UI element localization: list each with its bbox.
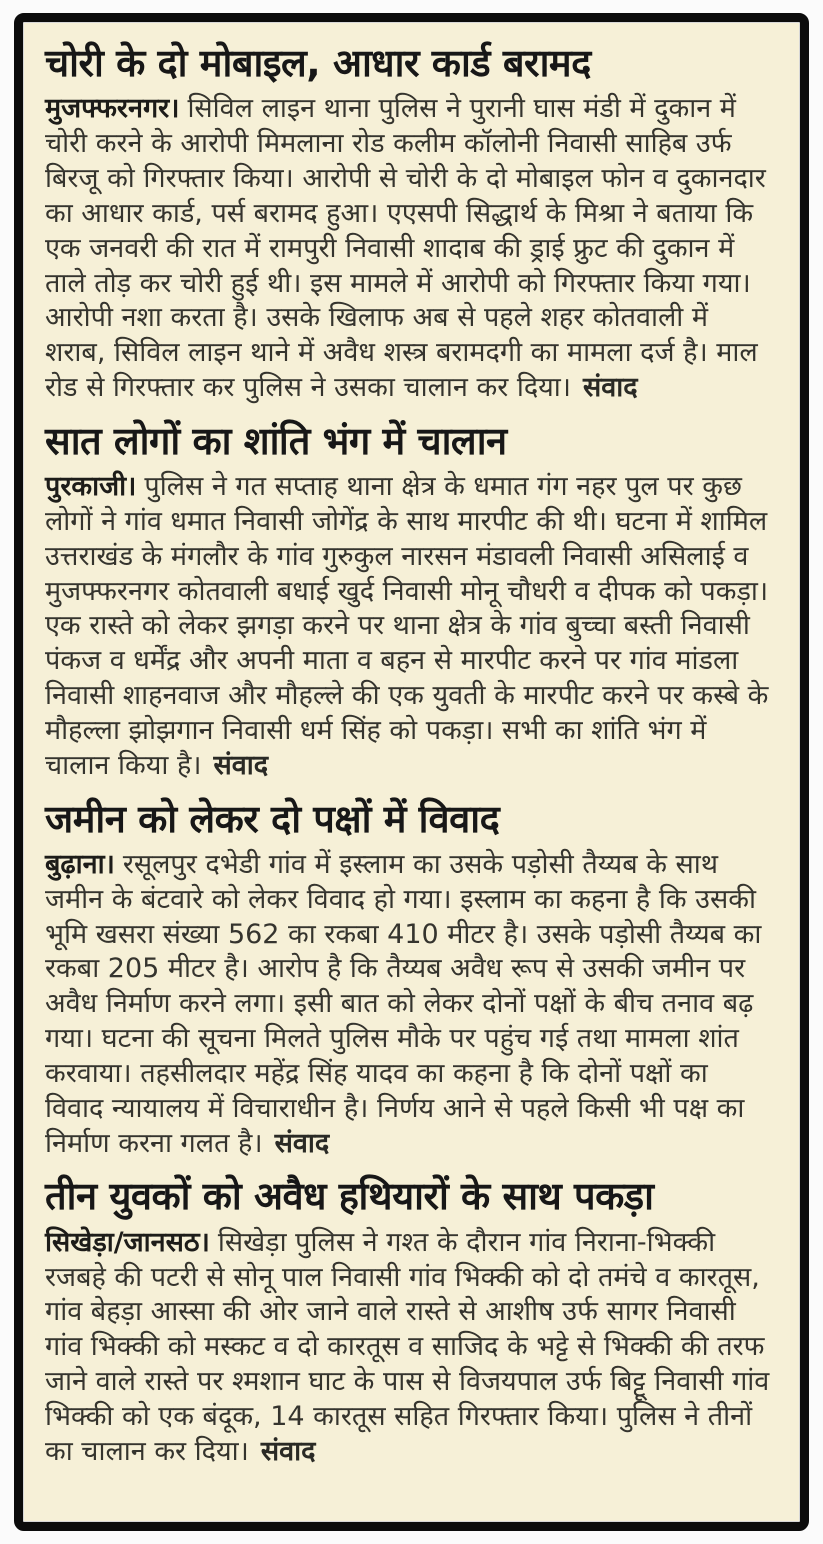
article-signoff: संवाद bbox=[260, 1435, 316, 1467]
article-body bbox=[45, 470, 774, 783]
article-dateline: पुरकाजी। bbox=[45, 471, 137, 503]
article-signoff: संवाद bbox=[274, 1127, 330, 1159]
article-dateline: बुढ़ाना। bbox=[45, 848, 115, 880]
clipping-frame bbox=[14, 13, 809, 1531]
article-signoff: संवाद bbox=[583, 371, 638, 403]
news-article-1 bbox=[45, 40, 774, 406]
article-dateline: सिखेड़ा/जानसठ। bbox=[45, 1226, 210, 1258]
article-text: पुलिस ने गत सप्ताह थाना क्षेत्र के धमात गंग नहर पुल पर कुछ लोगों ने गांव धमात निवासी जोगेंद्र के साथ मारपीट की थी। घटना में शामिल उत्तराखंड के मंगलौर के गांव गुरुकुल नारसन मंडावली निवासी असिलाई व मुजफ्फरनगर कोतवाली बधाई खुर्द निवासी मोनू चौधरी व दीपक को पकड़ा। एक रास्ते को लेकर झगड़ा करने पर थाना क्षेत्र के गांव बुच्चा बस्ती निवासी पंकज व धर्मेंद्र और अपनी माता व बहन से मारपीट करने पर गांव मांडला निवासी शाहनवाज और मौहल्ले की एक युवती के मारपीट करने पर कस्बे के मौहल्ला झोझगान निवासी धर्म सिंह को पकड़ा। सभी का शांति भंग में चालान किया है। bbox=[45, 471, 769, 781]
article-body bbox=[45, 848, 774, 1161]
article-signoff: संवाद bbox=[213, 749, 269, 781]
article-headline: तीन युवकों को अवैध हथियारों के साथ पकड़ा bbox=[45, 1174, 654, 1219]
article-text: सिविल लाइन थाना पुलिस ने पुरानी घास मंडी में दुकान में चोरी करने के आरोपी मिमलाना रोड कलीम कॉलोनी निवासी साहिब उर्फ बिरजू को गिरफ्तार किया। आरोपी से चोरी के दो मोबाइल फोन व दुकानदार का आधार कार्ड, पर्स बरामद हुआ। एएसपी सिद्धार्थ के मिश्रा ने बताया कि एक जनवरी की रात में रामपुरी निवासी शादाब की ड्राई फ्रुट की दुकान में ताले तोड़ कर चोरी हुई थी। इस मामले में आरोपी को गिरफ्तार किया गया। आरोपी नशा करता है। उसके खिलाफ अब से पहले शहर कोतवाली में शराब, सिविल लाइन थाने में अवैध शस्त्र बरामदगी का मामला दर्ज है। माल रोड से गिरफ्तार कर पुलिस ने उसका चालान कर दिया। bbox=[45, 93, 766, 403]
news-article-2 bbox=[45, 418, 774, 784]
article-headline: चोरी के दो मोबाइल, आधार कार्ड बरामद bbox=[45, 41, 591, 85]
article-headline: सात लोगों का शांति भंग में चालान bbox=[45, 418, 507, 463]
news-article-4 bbox=[45, 1173, 774, 1469]
article-text: रसूलपुर दभेडी गांव में इस्लाम का उसके पड़ोसी तैय्यब के साथ जमीन के बंटवारे को लेकर विवाद हो गया। इस्लाम का कहना है कि उसकी भूमि खसरा संख्या 562 का रकबा 410 मीटर है। उसके पड़ोसी तैय्यब का रकबा 205 मीटर है। आरोप है कि तैय्यब अवैध रूप से उसकी जमीन पर अवैध निर्माण करने लगा। इसी बात को लेकर दोनों पक्षों के बीच तनाव बढ़ गया। घटना की सूचना मिलते पुलिस मौके पर पहुंच गई तथा मामला शांत करवाया। तहसीलदार महेंद्र सिंह यादव का कहना है कि दोनों पक्षों का विवाद न्यायालय में विचाराधीन है। निर्णय आने से पहले किसी भी पक्ष का निर्माण करना गलत है। bbox=[45, 848, 762, 1159]
article-body bbox=[45, 1226, 774, 1470]
article-dateline: मुजफ्फरनगर। bbox=[45, 93, 180, 125]
article-text: सिखेड़ा पुलिस ने गश्त के दौरान गांव निराना-भिक्की रजबहे की पटरी से सोनू पाल निवासी गांव भिक्की को दो तमंचे व कारतूस, गांव बेहड़ा आस्सा की ओर जाने वाले रास्ते से आशीष उर्फ सागर निवासी गांव भिक्की को मस्कट व दो कारतूस व साजिद के भट्टे से भिक्की की तरफ जाने वाले रास्ते पर श्मशान घाट के पास से विजयपाल उर्फ बिट्टू निवासी गांव भिक्की को एक बंदूक, 14 कारतूस सहित गिरफ्तार किया। पुलिस ने तीनों का चालान कर दिया। bbox=[45, 1226, 770, 1467]
article-headline: जमीन को लेकर दो पक्षों में विवाद bbox=[45, 796, 500, 841]
article-body bbox=[45, 92, 774, 405]
news-article-3 bbox=[45, 796, 774, 1162]
